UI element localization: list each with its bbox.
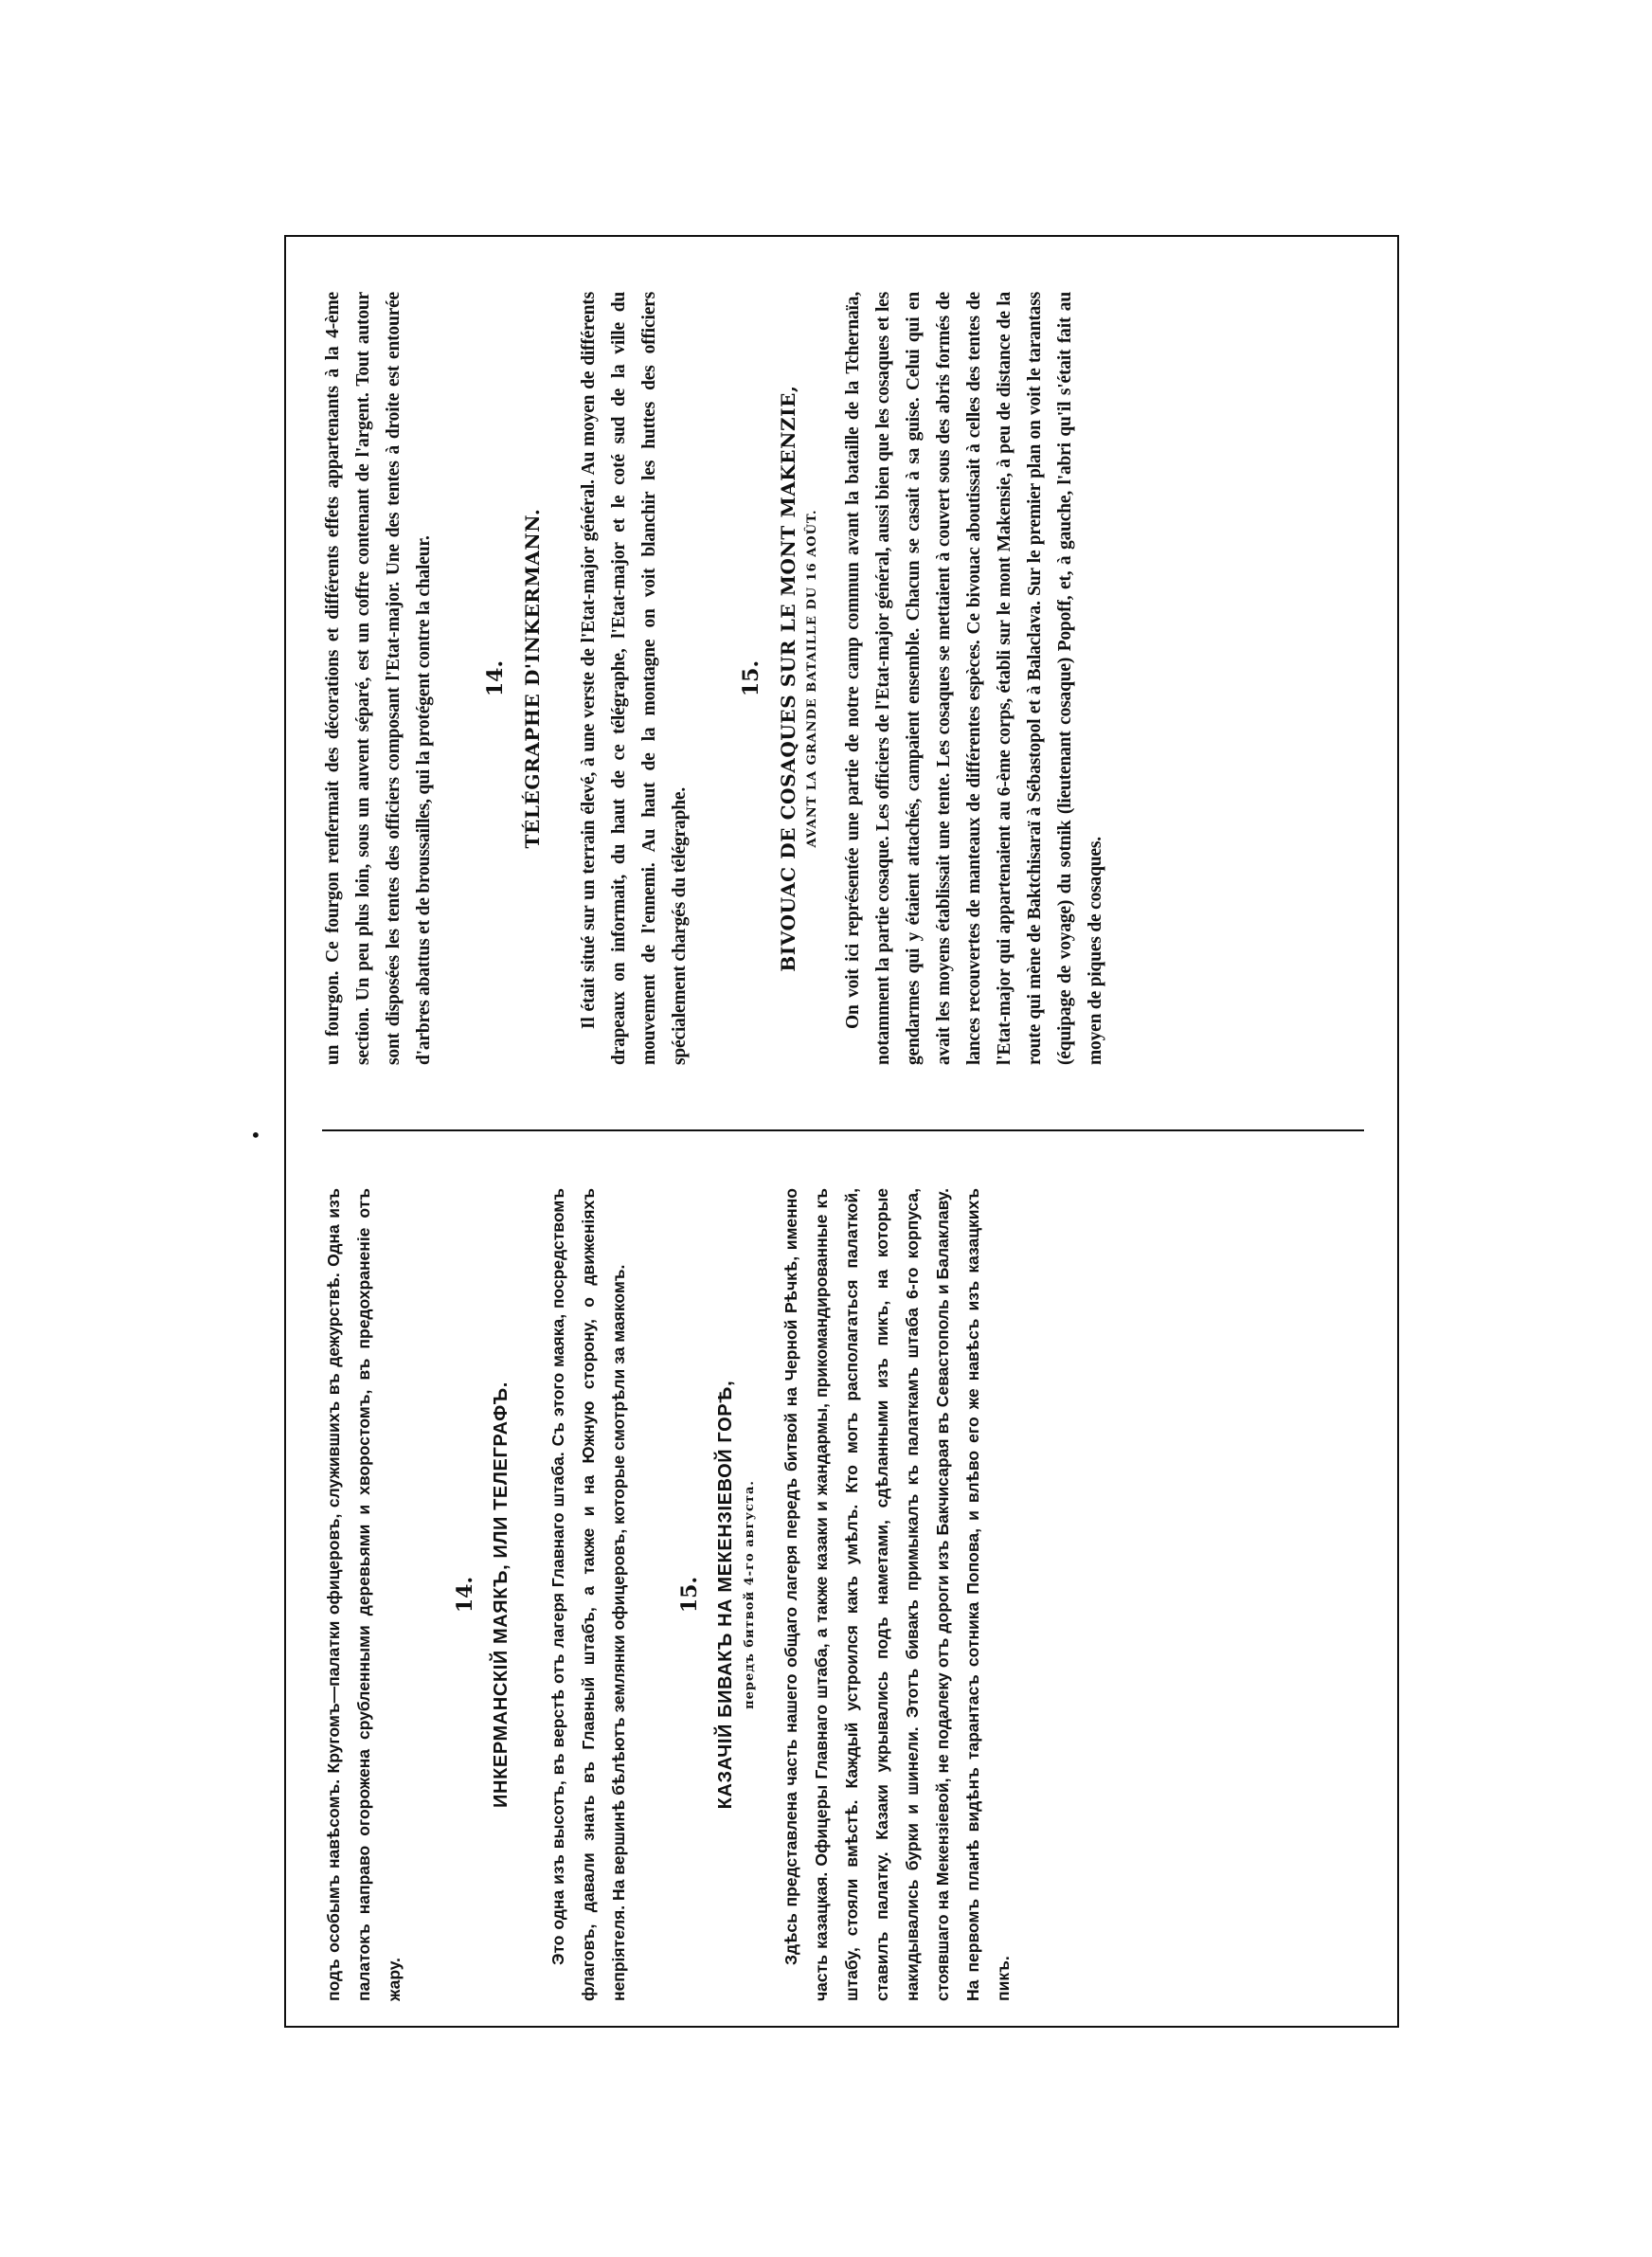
- russian-section-14-number: 14.: [453, 1576, 477, 1614]
- french-section-14-text: Il était situé sur un terrain élevé, à une verste de l'Etat-major général. Au moyen de différents drapeaux on informait, du haut de ce télégraphe, l'Etat-major et le coté sud de la ville du mouvement de l'ennemi. Au haut de la montagne on voit blanchir les huttes des officiers spécialement chargés du télégraphe.: [579, 292, 690, 1065]
- rotated-page-content: [284, 235, 1399, 2028]
- russian-section-15-text: Здѣсь представлена часть нашего общаго лагеря передъ битвой на Черной Рѣчкѣ, именно часть казацкая. Офицеры Главнаго штаба, а также казаки и жандармы, прикомандированные къ штабу, стояли вмѣстѣ. Каждый устроился какъ умѣлъ. Кто могъ располагаться палаткой, ставилъ палатку. Казаки укрывались подъ наметами, сдѣланными изъ пикъ, на которые накидывались бурки и шинели. Этотъ бивакъ примыкалъ къ палаткамъ штаба 6-го корпуса, стоявшаго на Мекензіевой, не подалеку отъ дороги изъ Бакчисарая въ Севастополь и Балаклаву. На первомъ планѣ видѣнъ тарантасъ сотника Попова, и влѣво его же навѣсъ изъ казацкихъ пикъ.: [781, 1188, 1013, 2001]
- russian-section-14-title: ИНКЕРМАНСКІЙ МАЯКЪ, ИЛИ ТЕЛЕГРАФЪ.: [491, 1381, 512, 1808]
- russian-section-15-number: 15.: [677, 1576, 702, 1614]
- russian-section-14-text: Это одна изъ высотъ, въ верстѣ отъ лагеря Главнаго штаба. Съ этого маяка, посредствомъ флаговъ, давали знать въ Главный штабъ, а также и на Южную сторону, о движеніяхъ непріятеля. На вершинѣ бѣлѣютъ землянки офицеровъ, которые смотрѣли за маякомъ.: [548, 1188, 628, 2001]
- french-section-15-number: 15.: [739, 659, 763, 697]
- french-intro-paragraph: un fourgon. Ce fourgon renfermait des décorations et différents effets appartenants à la 4-ème section. Un peu plus loin, sous un auvent séparé, est un coffre contenant de l'argent. Tout autour sont disposées les tentes des officiers composant l'Etat-major. Une des tentes à droite est entourée d'arbres abattus et de broussailles, qui la protégent contre la chaleur.: [323, 292, 434, 1065]
- french-section-15-text: On voit ici représentée une partie de notre camp commun avant la bataille de la Tchernaïa, notamment la partie cosaque. Les officiers de l'Etat-major général, aussi bien que les cosaques et les gendarmes qui y étaient attachés, campaient ensemble. Chacun se casait à sa guise. Celui qui en avait les moyens établissait une tente. Les cosaques se mettaient à couvert sous des abris formés de lances recouvertes de manteaux de différentes espèces. Ce bivouac aboutissait à celles des tentes de l'Etat-major qui appartenaient au 6-ème corps, établi sur le mont Makensie, à peu de distance de la route qui mène de Baktchisaraï à Sébastopol et à Balaclava. Sur le premier plan on voit le tarantass (équipage de voyage) du sotnik (lieutenant cosaque) Popoff, et, à gauche, l'abri qu'il s'était fait au moyen de piques de cosaques.: [843, 292, 1105, 1065]
- spacer: [549, 292, 574, 1065]
- russian-intro-paragraph: подъ особымъ навѣсомъ. Кругомъ—палатки офицеровъ, служившихъ въ дежурствѣ. Одна изъ палатокъ направо огорожена срубленными деревьями и хворостомъ, въ предохраненіе отъ жару.: [324, 1188, 404, 2001]
- french-section-15-title: BIVOUAC DE COSAQUES SUR LE MONT MAKENZIE,: [777, 385, 799, 972]
- spacer: [518, 1188, 543, 2001]
- russian-section-15-title: КАЗАЧІЙ БИВАКЪ НА МЕКЕНЗІЕВОЙ ГОРѢ,: [715, 1380, 736, 1810]
- page-speck: •: [250, 1124, 261, 1147]
- russian-section-15-subtitle: передъ битвой 4-го августа.: [743, 1480, 757, 1709]
- french-column: [284, 235, 1399, 1131]
- french-section-14-number: 14.: [483, 659, 508, 697]
- french-section-14-title: TÉLÉGRAPHE D'INKERMANN.: [521, 508, 544, 849]
- french-section-15-subtitle: AVANT LA GRANDE BATAILLE DU 16 AOÛT.: [805, 509, 819, 848]
- russian-column: [284, 1131, 1399, 2028]
